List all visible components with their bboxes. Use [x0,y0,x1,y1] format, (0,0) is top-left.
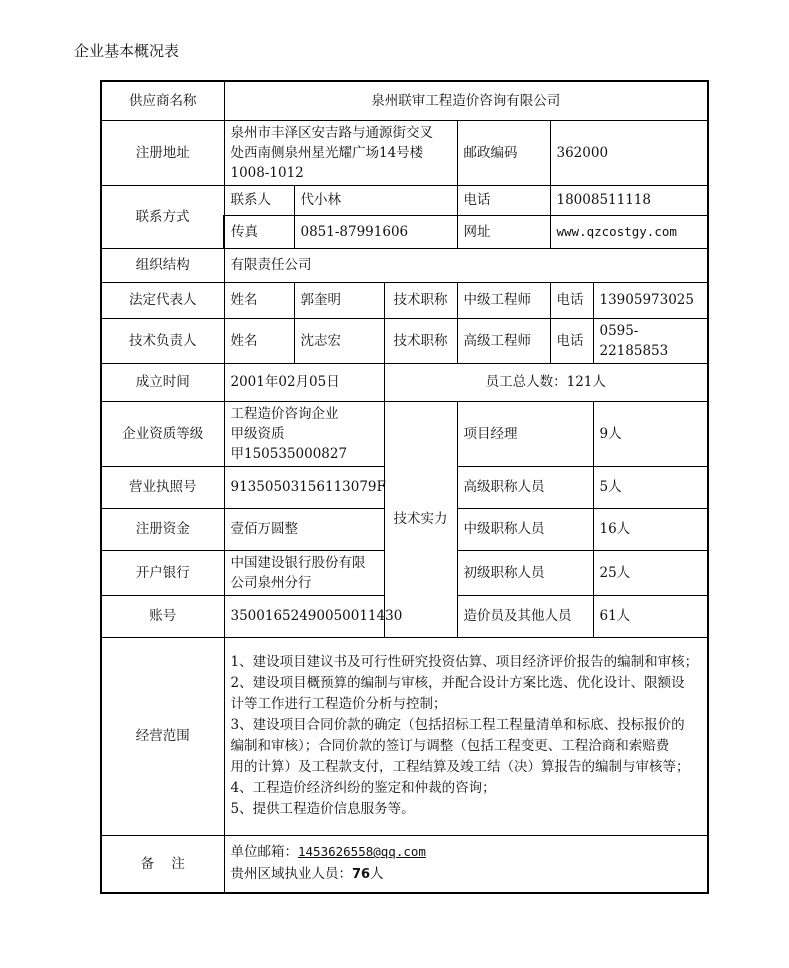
tech-strength-item-count: 61人 [593,595,708,637]
legal-rep-title: 中级工程师 [457,282,550,318]
qualification-value [224,401,384,466]
contact-person-value: 代小林 [294,185,457,215]
fax-label: 传真 [224,215,294,248]
notes-label: 备 注 [101,835,224,893]
business-license-value: 91350503156113079F [224,466,384,508]
email-link[interactable]: 1453626558@qq.com [298,844,426,860]
org-structure-value: 有限责任公司 [224,248,708,282]
qualification-label: 企业资质等级 [101,401,224,466]
established-label: 成立时间 [101,363,224,401]
contact-person-label: 联系人 [224,185,294,215]
tech-strength-item-label: 初级职称人员 [457,550,593,595]
org-structure-label: 组织结构 [101,248,224,282]
legal-rep-title-label: 技术职称 [384,282,457,318]
business-scope-label: 经营范围 [101,637,224,835]
notes-guizhou-line [231,863,702,886]
tech-strength-item-label: 造价员及其他人员 [457,595,593,637]
phone-value: 18008511118 [550,185,708,215]
row-established [101,363,708,401]
business-license-label: 营业执照号 [101,466,224,508]
legal-rep-name-label: 姓名 [224,282,294,318]
tech-strength-label: 技术实力 [384,401,457,637]
row-business-scope [101,637,708,835]
bank-line-2: 公司泉州分行 [230,574,312,591]
legal-rep-phone-label: 电话 [550,282,593,318]
fax-value: 0851-87991606 [294,215,457,248]
company-profile-table [100,80,709,894]
qualification-line-2: 甲级资质 [230,425,285,442]
reg-address-line-1: 泉州市丰泽区安吉路与通源街交叉 [230,124,433,141]
scope-line: 4、工程造价经济纠纷的鉴定和仲裁的咨询； [230,780,496,796]
reg-address-label: 注册地址 [101,120,224,185]
page-title: 企业基本概况表 [74,42,180,60]
website-label: 网址 [457,215,550,248]
tech-lead-title: 高级工程师 [457,318,550,363]
scope-line: 用的计算）及工程款支付，工程结算及竣工结（决）算报告的编制与审核等； [230,759,690,775]
row-contact-1 [101,185,708,215]
notes-email-line [231,841,702,863]
legal-rep-phone: 13905973025 [593,282,708,318]
bank-line-1: 中国建设银行股份有限 [230,554,366,571]
registered-capital-value: 壹佰万圆整 [224,508,384,550]
account-value: 35001652490050011430 [224,595,384,637]
qualification-line-3: 甲150535000827 [230,445,348,462]
business-scope-value [224,637,708,835]
scope-line: 1、建设项目建议书及可行性研究投资估算、项目经济评价报告的编制和审核； [230,654,699,670]
row-legal-rep [101,282,708,318]
tech-strength-item-count: 25人 [593,550,708,595]
tech-strength-item-count: 9人 [593,401,708,466]
tech-strength-item-count: 5人 [593,466,708,508]
guizhou-label: 贵州区域执业人员： [230,866,352,883]
tech-lead-name: 沈志宏 [294,318,384,363]
bank-value [224,550,384,595]
scope-line: 3、建设项目合同价款的确定（包括招标工程工程量清单和标底、投标报价的 [230,717,685,733]
row-tech-lead [101,318,708,363]
tech-strength-item-label: 项目经理 [457,401,593,466]
row-reg-address [101,120,708,185]
employee-total: 员工总人数：121人 [384,363,708,401]
contact-method-label: 联系方式 [101,185,224,248]
tech-lead-label: 技术负责人 [101,318,224,363]
supplier-name-value: 泉州联审工程造价咨询有限公司 [224,81,708,120]
scope-line: 计等工作进行工程造价分析与控制； [230,696,447,712]
tech-strength-item-label: 高级职称人员 [457,466,593,508]
tech-lead-name-label: 姓名 [224,318,294,363]
row-notes [101,835,708,893]
postal-code-label: 邮政编码 [457,120,550,185]
account-label: 账号 [101,595,224,637]
scope-line: 5、提供工程造价信息服务等。 [230,801,415,817]
scope-line: 编制和审核）；合同价款的签订与调整（包括工程变更、工程洽商和索赔费 [230,738,670,754]
notes-value [224,835,708,893]
guizhou-unit: 人 [370,866,384,883]
tech-lead-title-label: 技术职称 [384,318,457,363]
tech-lead-phone-label: 电话 [550,318,593,363]
tech-lead-phone: 0595-22185853 [593,318,708,363]
established-value: 2001年02月05日 [224,363,384,401]
reg-address-value [224,120,457,185]
guizhou-count: 76 [352,867,371,883]
email-label: 单位邮箱： [230,844,298,861]
registered-capital-label: 注册资金 [101,508,224,550]
row-supplier-name [101,81,708,120]
supplier-name-label: 供应商名称 [101,81,224,120]
scope-line: 2、建设项目概预算的编制与审核，并配合设计方案比选、优化设计、限额设 [230,675,685,691]
qualification-line-1: 工程造价咨询企业 [230,405,339,422]
phone-label: 电话 [457,185,550,215]
postal-code-value: 362000 [550,120,708,185]
website-value: www.qzcostgy.com [550,215,708,248]
reg-address-line-2: 处西南侧泉州星光耀广场14号楼 [230,144,424,161]
tech-strength-item-label: 中级职称人员 [457,508,593,550]
bank-label: 开户银行 [101,550,224,595]
legal-rep-label: 法定代表人 [101,282,224,318]
tech-strength-item-count: 16人 [593,508,708,550]
reg-address-line-3: 1008-1012 [230,164,304,181]
row-qualification [101,401,708,466]
legal-rep-name: 郭奎明 [294,282,384,318]
row-org-structure [101,248,708,282]
